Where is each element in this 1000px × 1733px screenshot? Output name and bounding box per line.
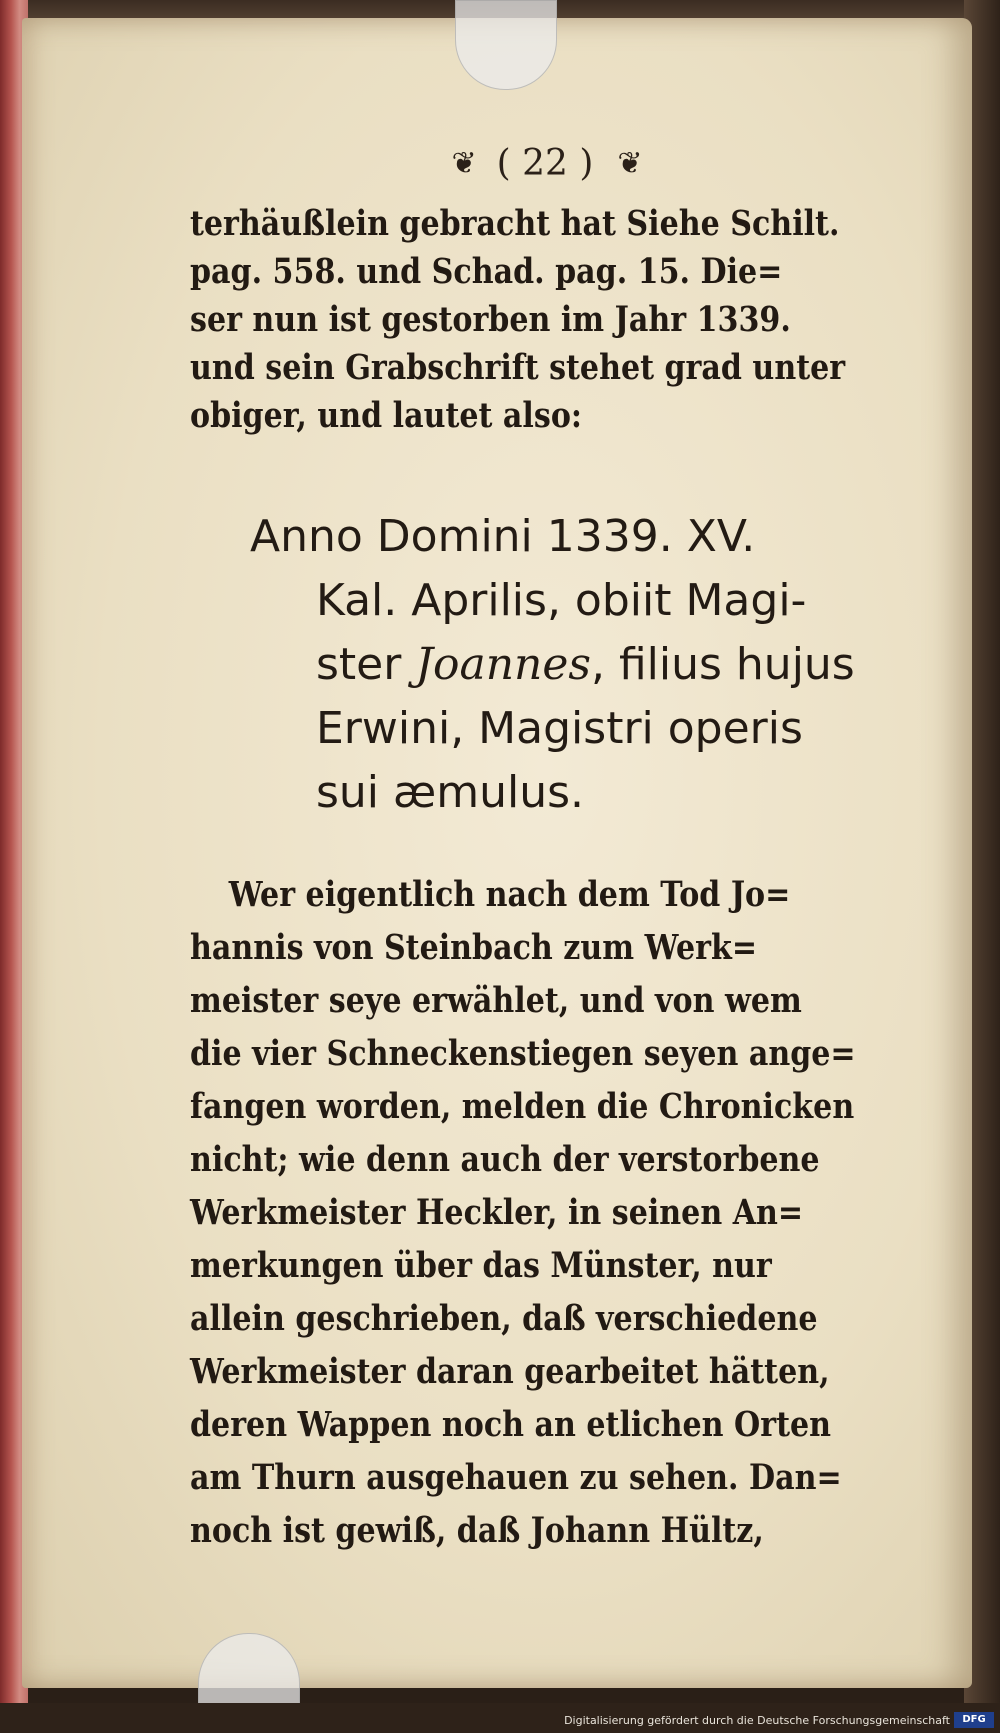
text-line: meister seye erwählet, und von wem [190, 980, 802, 1021]
text-line: allein geschrieben, daß verschiedene [190, 1298, 818, 1339]
funding-credit: Digitalisierung gefördert durch die Deutsche Forschungsgemeinschaft [564, 1714, 950, 1727]
text-line: noch ist gewiß, daß Johann Hültz, [190, 1510, 764, 1551]
epitaph-text: ster [316, 639, 416, 690]
text-line: merkungen über das Münster, nur [190, 1245, 772, 1286]
footer-strip [0, 1703, 1000, 1733]
text-line: am Thurn ausgehauen zu sehen. Dan= [190, 1457, 842, 1498]
text-line: nicht; wie denn auch der verstorbene [190, 1139, 820, 1180]
text-line: obiger, und lautet also: [190, 395, 583, 436]
epitaph-text: , filius hujus [590, 639, 855, 690]
epitaph-line: sui æmulus. [316, 767, 584, 818]
text-line: hannis von Steinbach zum Werk= [190, 927, 758, 968]
text-line: und sein Grabschrift stehet grad unter [190, 347, 846, 388]
page-number: ( 22 ) [496, 142, 594, 184]
epitaph-line: Erwini, Magistri operis [316, 703, 803, 754]
dfg-logo: DFG [954, 1712, 994, 1728]
page-header [315, 140, 775, 186]
text-line: terhäußlein gebracht hat Siehe Schilt. [190, 203, 840, 244]
paragraph-2 [190, 868, 856, 1557]
text-line: pag. 558. und Schad. pag. 15. Die= [190, 251, 783, 292]
epitaph-line [250, 633, 930, 697]
epitaph-inscription [250, 505, 930, 825]
text-line: deren Wappen noch an etlichen Orten [190, 1404, 832, 1445]
epitaph-line: Kal. Aprilis, obiit Magi- [316, 575, 807, 626]
text-line: die vier Schneckenstiegen seyen ange= [190, 1033, 856, 1074]
left-ornament-icon: ❦ [451, 145, 473, 181]
epitaph-name-italic: Joannes [415, 639, 591, 690]
text-line: fangen worden, melden die Chronicken [190, 1086, 855, 1127]
text-line: Werkmeister daran gearbeitet hätten, [190, 1351, 830, 1392]
paragraph-1 [190, 200, 846, 440]
right-ornament-icon: ❦ [617, 145, 639, 181]
text-line: Wer eigentlich nach dem Tod Jo= [228, 874, 791, 915]
text-line: Werkmeister Heckler, in seinen An= [190, 1192, 804, 1233]
text-line: ser nun ist gestorben im Jahr 1339. [190, 299, 791, 340]
epitaph-line: Anno Domini 1339. XV. [250, 511, 756, 562]
